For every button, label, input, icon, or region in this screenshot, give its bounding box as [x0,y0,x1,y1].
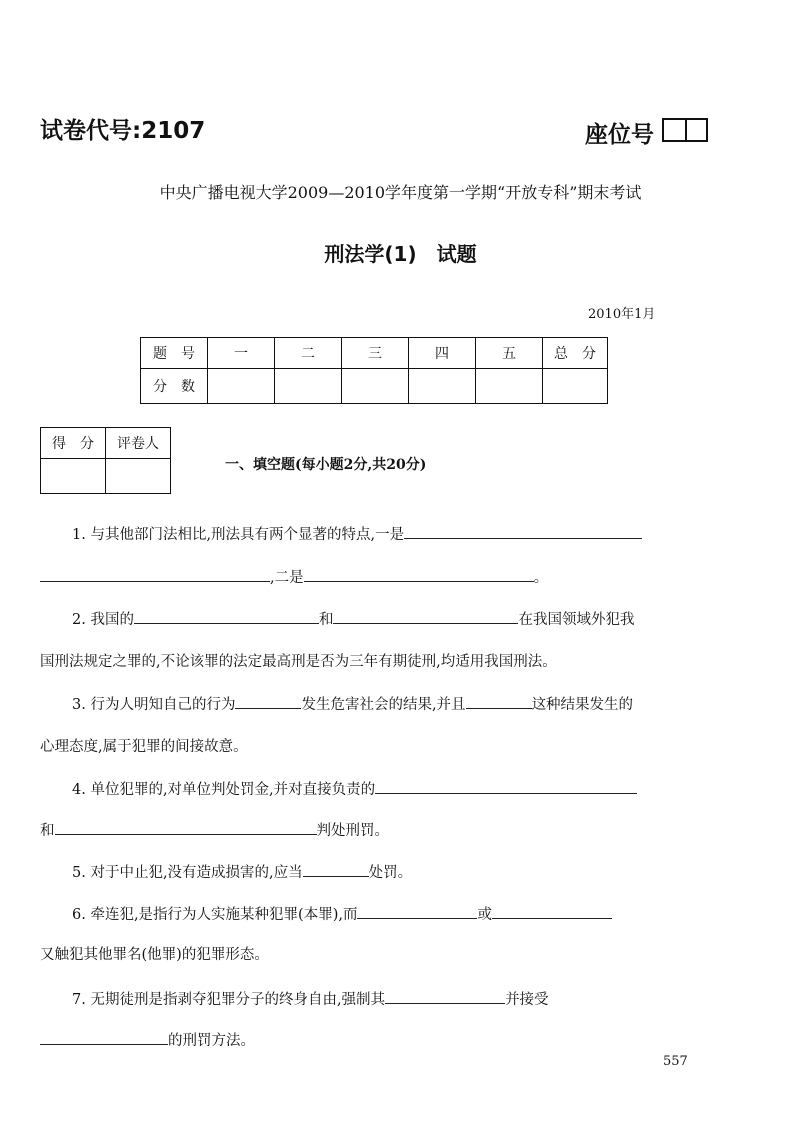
grader-score-cell[interactable] [41,459,106,494]
grader-name-header: 评卷人 [106,428,171,459]
question-text: 。 [533,570,549,586]
question-text: 处罚。 [368,865,413,881]
score-cell[interactable] [275,369,342,404]
question-text: 和 [318,612,334,628]
question-3-cont: 心理态度,属于犯罪的间接故意。 [40,739,248,755]
question-text: 判处刑罚。 [316,823,389,839]
question-text: 这种结果发生的 [531,697,634,713]
question-7-cont [40,1028,255,1050]
answer-blank[interactable] [404,522,642,539]
score-cell[interactable] [476,369,543,404]
exam-date: 2010年1月 [588,307,656,322]
answer-blank[interactable] [235,692,301,709]
score-table-score-row [141,369,608,404]
answer-blank[interactable] [466,692,532,709]
score-table [140,337,608,404]
score-header-cell: 一 [208,338,275,369]
answer-blank[interactable] [357,902,477,919]
question-1-cont [40,565,548,587]
question-text: 2. 我国的 [72,612,134,628]
seat-number-label: 座位号 [585,122,654,148]
question-text: 并接受 [505,992,549,1008]
answer-blank[interactable] [375,777,637,794]
answer-blank[interactable] [134,607,319,624]
question-text: 发生危害社会的结果,并且 [301,697,466,713]
section-title: 一、填空题(每小题2分,共20分) [225,457,427,473]
question-5 [72,860,412,882]
question-2-cont: 国刑法规定之罪的,不论该罪的法定最高刑是否为三年有期徒刑,均适用我国刑法。 [40,654,557,670]
question-text: 1. 与其他部门法相比,刑法具有两个显著的特点,一是 [72,527,405,543]
question-1 [72,522,642,544]
question-text: 6. 牵连犯,是指行为人实施某种犯罪(本罪),而 [72,907,358,923]
score-header-cell: 二 [275,338,342,369]
grader-name-cell[interactable] [106,459,171,494]
score-header-cell: 五 [476,338,543,369]
question-text: 5. 对于中止犯,没有造成损害的,应当 [72,865,303,881]
question-text: 和 [40,823,55,839]
score-cell[interactable] [543,369,608,404]
question-4-cont [40,818,389,840]
question-3 [72,692,633,714]
score-header-cell: 三 [342,338,409,369]
question-7 [72,987,549,1009]
answer-blank[interactable] [55,818,317,835]
score-row-label: 分 数 [141,369,208,404]
grader-score-header: 得 分 [41,428,106,459]
score-cell[interactable] [208,369,275,404]
answer-blank[interactable] [492,902,612,919]
question-text: 的刑罚方法。 [168,1033,255,1049]
question-text: 在我国领域外犯我 [518,612,635,628]
score-header-cell: 总 分 [543,338,608,369]
exam-title: 中央广播电视大学2009—2010学年度第一学期“开放专科”期末考试 [159,183,642,202]
score-header-cell: 题 号 [141,338,208,369]
question-4 [72,777,637,799]
question-6-cont: 又触犯其他罪名(他罪)的犯罪形态。 [40,947,269,963]
answer-blank[interactable] [40,565,270,582]
answer-blank[interactable] [385,987,505,1004]
question-text: ,二是 [270,570,304,586]
paper-code: 试卷代号:2107 [40,118,206,144]
answer-blank[interactable] [304,565,534,582]
score-table-header-row [141,338,608,369]
grader-table [40,427,171,494]
question-text: 4. 单位犯罪的,对单位判处罚金,并对直接负责的 [72,782,376,798]
question-text: 或 [477,907,492,923]
question-text: 7. 无期徒刑是指剥夺犯罪分子的终身自由,强制其 [72,992,386,1008]
seat-number-box[interactable] [662,118,708,142]
question-2 [72,607,634,629]
question-text: 3. 行为人明知自己的行为 [72,697,236,713]
score-cell[interactable] [342,369,409,404]
subject-title: 刑法学(1) 试题 [324,242,477,266]
answer-blank[interactable] [333,607,518,624]
score-header-cell: 四 [409,338,476,369]
answer-blank[interactable] [303,860,369,877]
question-6 [72,902,612,924]
page-number: 557 [663,1054,688,1069]
answer-blank[interactable] [40,1028,168,1045]
score-cell[interactable] [409,369,476,404]
